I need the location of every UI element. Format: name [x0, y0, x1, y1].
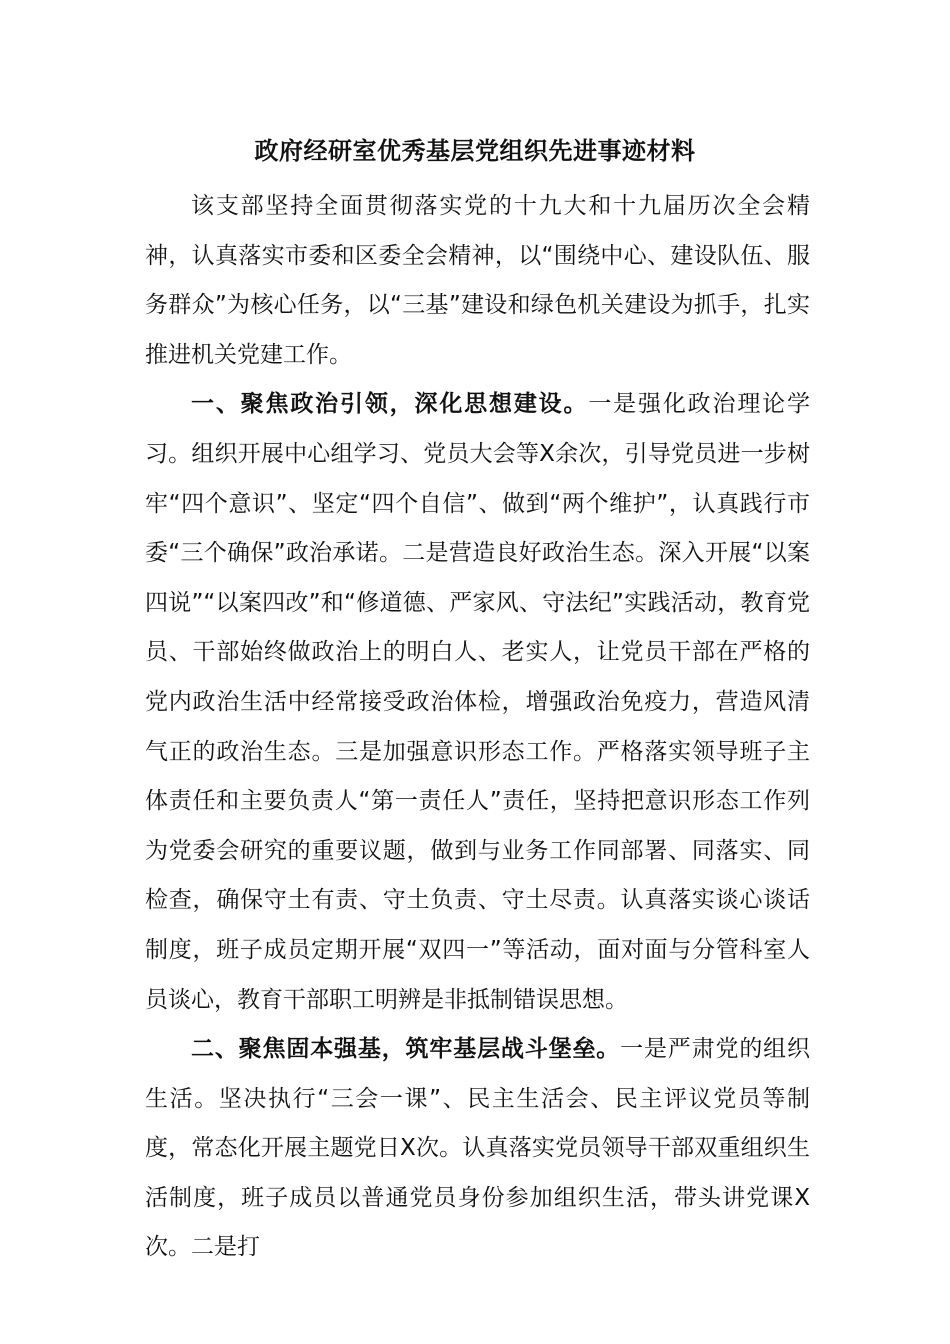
section-1-text: 一是强化政治理论学习。组织开展中心组学习、党员大会等X余次，引导党员进一步树牢“四个意识”、坚定“四个自信”、做到“两个维护”，认真践行市委“三个确保”政治承诺。二是营造良好政治生态。深入开展“以案四说”“以案四改”和“修道德、严家风、守法纪”实践活动，教育党员、干部始终做政治上的明白人、老实人，让党员干部在严格的党内政治生活中经常接受政治体检，增强政治免疫力，营造风清气正的政治生态。三是加强意识形态工作。严格落实领导班子主体责任和主要负责人“第一责任人”责任，坚持把意识形态工作列为党委会研究的重要议题，做到与业务工作同部署、同落实、同检查，确保守土有责、守土负责、守土尽责。认真落实谈心谈话制度，班子成员定期开展“双四一”等活动，面对面与分管科室人员谈心，教育干部职工明辨是非抵制错误思想。 — [145, 391, 811, 1013]
paragraph-intro-text: 该支部坚持全面贯彻落实党的十九大和十九届历次全会精神，认真落实市委和区委全会精神，以“围绕中心、建设队伍、服务群众”为核心任务，以“三基”建设和绿色机关建设为抓手，扎实推进机关党建工作。 — [145, 193, 810, 368]
paragraph-section-1 — [145, 380, 810, 1025]
document-title: 政府经研室优秀基层党组织先进事迹材料 — [254, 137, 696, 165]
document-body — [145, 182, 810, 1273]
paragraph-section-2 — [145, 1025, 810, 1273]
paragraph-intro — [145, 182, 810, 380]
section-2-text: 一是严肃党的组织生活。坚决执行“三会一课”、民主生活会、民主评议党员等制度，常态化开展主题党日X次。认真落实党员领导干部双重组织生活制度，班子成员以普通党员身份参加组织生活，带头讲党课X次。二是打 — [145, 1036, 811, 1261]
section-2-heading: 二、聚焦固本强基，筑牢基层战斗堡垒。 — [191, 1036, 621, 1063]
section-1-heading: 一、聚焦政治引领，深化思想建设。 — [191, 391, 589, 418]
